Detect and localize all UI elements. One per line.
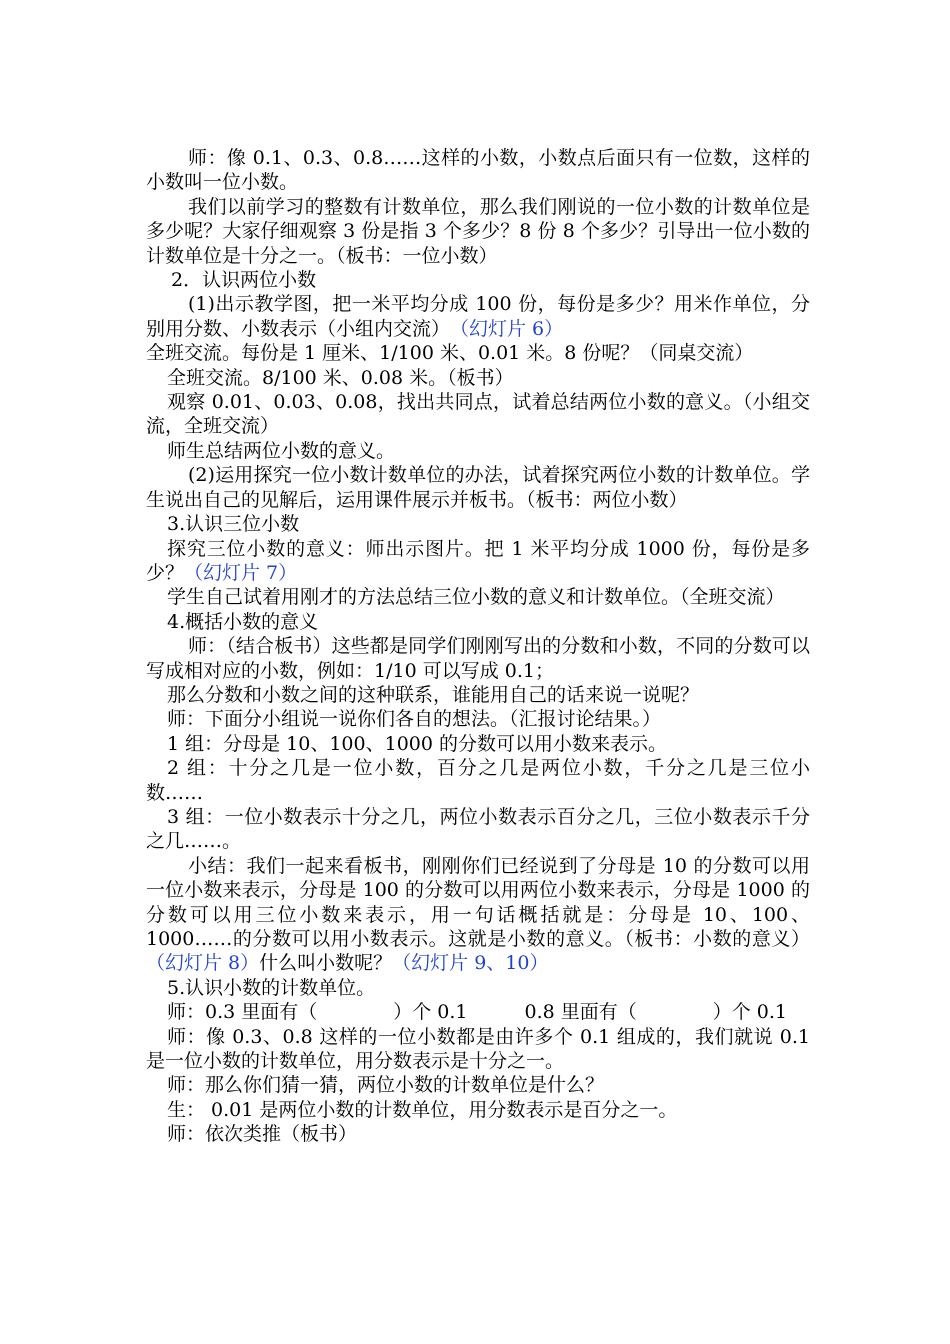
text-run: 师：下面分小组说一说你们各自的想法。（汇报讨论结果。） (167, 708, 662, 731)
paragraph (146, 976, 810, 1000)
paragraph (146, 634, 810, 683)
text-run: 小结：我们一起来看板书，刚刚你们已经说到了分母是 10 的分数可以用一位小数来表示，分母是 100 的分数可以用两位小数来表示，分母是 1000 的分数可以用三位小数来表示，用一句话概括就是：分母是 10、100、1000……的分数可以用小数表示。这就是小数的意义。（板书：小数的意义） (146, 854, 810, 950)
slide-reference: （幻灯片 9、10） (392, 952, 549, 975)
text-run: 师：（结合板书）这些都是同学们刚刚写出的分数和小数，不同的分数可以写成相对应的小数，例如：1/10 可以写成 0.1； (146, 635, 810, 682)
text-run: 那么分数和小数之间的这种联系，谁能用自己的话来说一说呢？ (167, 683, 700, 706)
paragraph (146, 854, 810, 976)
text-run: 3.认识三位小数 (167, 513, 300, 536)
paragraph (146, 1025, 810, 1074)
paragraph (146, 341, 810, 365)
text-run: 师：依次类推（板书） (167, 1123, 358, 1146)
text-run: 2．认识两位小数 (171, 269, 317, 292)
paragraph (146, 805, 810, 854)
text-run: 2 组：十分之几是一位小数，百分之几是两位小数，千分之几是三位小数…… (146, 757, 810, 804)
slide-reference: （幻灯片 6） (459, 317, 564, 340)
text-run: 1 组：分母是 10、100、1000 的分数可以用小数来表示。 (167, 732, 668, 755)
paragraph (146, 268, 810, 292)
slide-reference: （幻灯片 8） (146, 952, 260, 975)
paragraph (146, 610, 810, 634)
paragraph (146, 585, 810, 609)
text-run: 什么叫小数呢？ (259, 952, 393, 975)
paragraph (146, 146, 810, 195)
text-run: 3 组：一位小数表示十分之几，两位小数表示百分之几，三位小数表示千分之几……。 (146, 805, 810, 853)
paragraph (146, 463, 810, 512)
text-run: 5.认识小数的计数单位。 (167, 976, 376, 999)
text-run: 探究三位小数的意义：师出示图片。把 1 米平均分成 1000 份，每份是多少？ (146, 537, 810, 584)
text-run: 学生自己试着用刚才的方法总结三位小数的意义和计数单位。（全班交流） (167, 586, 785, 609)
paragraph (146, 1073, 810, 1097)
text-run: (1)出示教学图，把一米平均分成 100 份，每份是多少？用米作单位，分别用分数、小数表示（小组内交流） (146, 293, 810, 340)
text-run: 师：像 0.1、0.3、0.8……这样的小数，小数点后面只有一位数，这样的小数叫一位小数。 (146, 147, 810, 194)
paragraph (146, 1098, 810, 1122)
text-run: 师：0.3 里面有（ ）个 0.1 0.8 里面有（ ）个 0.1 (167, 1001, 788, 1024)
paragraph (146, 537, 810, 586)
text-run: 师：像 0.3、0.8 这样的一位小数都是由许多个 0.1 组成的，我们就说 0.1 是一位小数的计数单位，用分数表示是十分之一。 (146, 1025, 810, 1073)
text-run: 全班交流。8/100 米、0.08 米。（板书） (167, 366, 514, 389)
text-run: (2)运用探究一位小数计数单位的办法，试着探究两位小数的计数单位。学生说出自己的见解后，运用课件展示并板书。（板书：两位小数） (146, 464, 810, 511)
text-run: 生： 0.01 是两位小数的计数单位，用分数表示是百分之一。 (167, 1098, 678, 1121)
paragraph (146, 1122, 810, 1146)
document-page (146, 146, 810, 1147)
slide-reference: （幻灯片 7） (184, 561, 298, 584)
paragraph (146, 292, 810, 341)
paragraph (146, 707, 810, 731)
paragraph (146, 756, 810, 805)
paragraph (146, 1000, 810, 1024)
paragraph (146, 366, 810, 390)
text-run: 我们以前学习的整数有计数单位，那么我们刚说的一位小数的计数单位是多少呢？大家仔细观察 3 份是指 3 个多少？8 份 8 个多少？引导出一位小数的计数单位是十分之一。（板书：一位小数） (146, 195, 810, 267)
text-run: 师：那么你们猜一猜，两位小数的计数单位是什么？ (167, 1074, 605, 1097)
text-run: 4.概括小数的意义 (167, 610, 319, 633)
paragraph (146, 390, 810, 439)
text-run: 观察 0.01、0.03、0.08，找出共同点，试着总结两位小数的意义。（小组交流，全班交流） (146, 391, 810, 438)
paragraph (146, 195, 810, 268)
text-run: 全班交流。每份是 1 厘米、1/100 米、0.01 米。8 份呢？（同桌交流） (146, 342, 754, 365)
paragraph (146, 732, 810, 756)
paragraph (146, 439, 810, 463)
paragraph (146, 683, 810, 707)
text-run: 师生总结两位小数的意义。 (167, 439, 396, 462)
paragraph (146, 512, 810, 536)
